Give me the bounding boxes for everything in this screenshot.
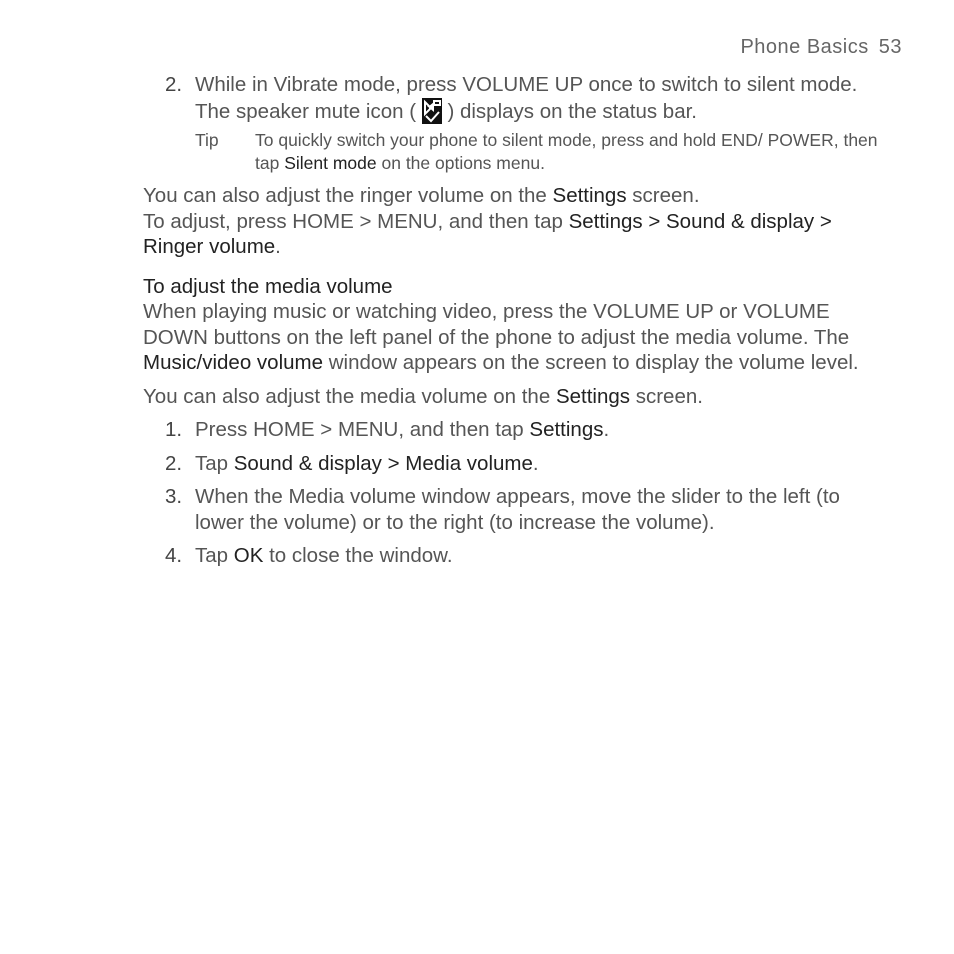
- tip-note: [143, 129, 888, 175]
- tip-text: To quickly switch your phone to silent mode, press and hold END/ POWER, then tap: [255, 130, 878, 173]
- media-step-2: 2. Tap Sound & display > Media volume.: [165, 451, 539, 475]
- media-step-1: 1. Press HOME > MENU, and then tap Settings.: [165, 418, 610, 441]
- media-step-4: 4. Tap OK to close the window.: [165, 544, 453, 567]
- step-text: While in Vibrate mode, press VOLUME UP once to switch to silent mode. The speaker mute icon (: [195, 73, 858, 123]
- media-heading: To adjust the media volume: [143, 274, 393, 298]
- ringer-paragraph-1: You can also adjust the ringer volume on the Settings screen.: [143, 184, 700, 207]
- page-content: [143, 72, 888, 569]
- step-number: 2.: [165, 73, 183, 96]
- page-header: [740, 36, 902, 59]
- page-number: 53: [878, 36, 902, 58]
- section-title: Phone Basics: [740, 36, 869, 58]
- media-paragraph-1: When playing music or watching video, press the VOLUME UP or VOLUME DOWN buttons on the left panel of the phone to adjust the media volume. The Music/video volume window appears on the screen to display the volume level.: [143, 300, 859, 374]
- tip-label: Tip: [195, 130, 219, 150]
- tip-emphasis: Silent mode: [284, 153, 377, 173]
- vibrate-step: [143, 72, 888, 124]
- step-text-end: ) displays on the status bar.: [441, 99, 697, 123]
- media-step-3: 3. When the Media volume window appears, move the slider to the left (to lower the volume) or to the right (to increase the volume).: [165, 485, 840, 534]
- media-paragraph-2: You can also adjust the media volume on the Settings screen.: [143, 384, 703, 408]
- ringer-paragraph-2: To adjust, press HOME > MENU, and then tap Settings > Sound & display > Ringer volume.: [143, 209, 832, 258]
- speaker-mute-icon: [422, 98, 442, 124]
- tip-text-end: on the options menu.: [376, 153, 545, 173]
